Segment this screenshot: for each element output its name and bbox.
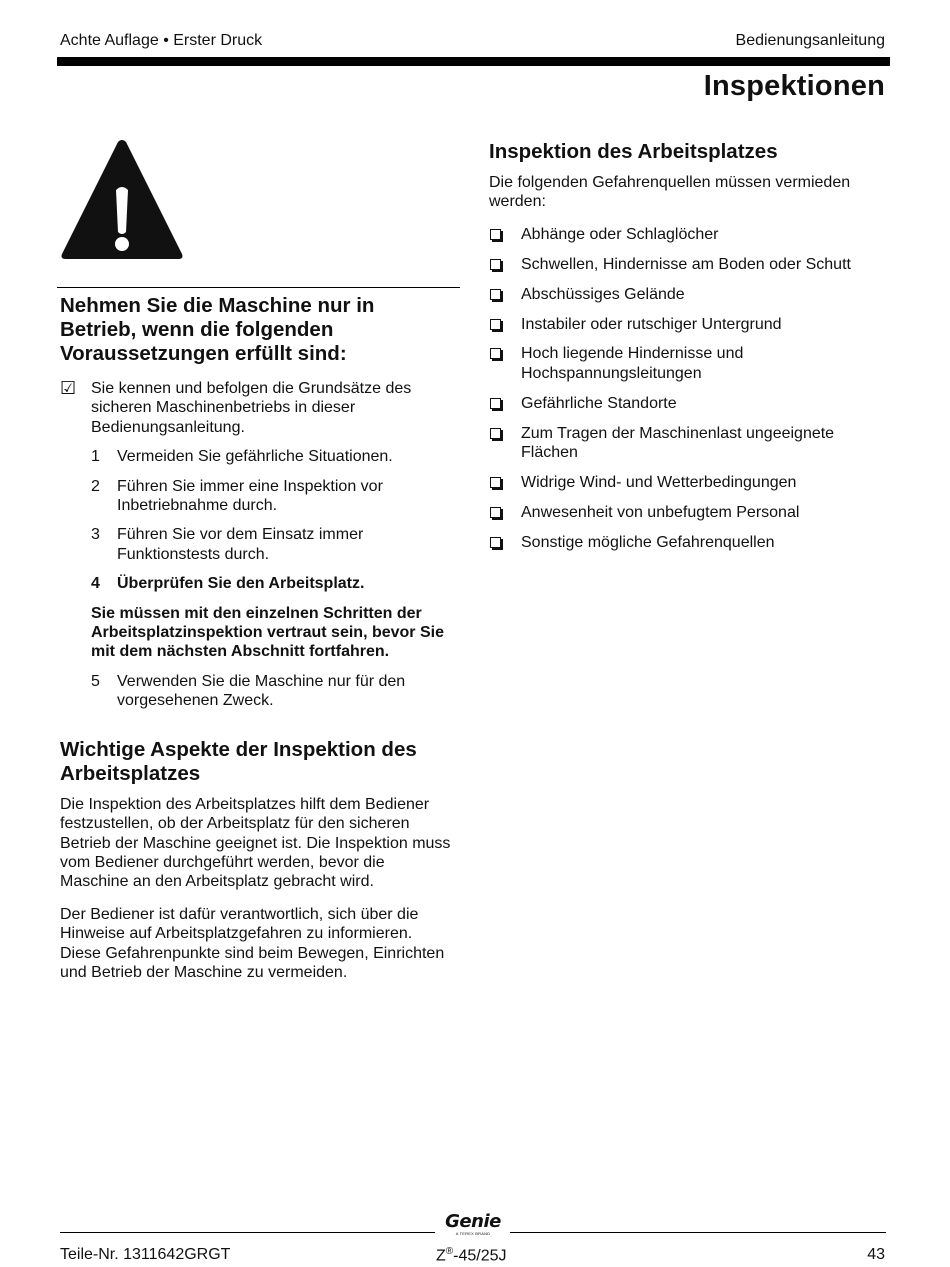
step-item: [91, 672, 455, 711]
warning-triangle-icon: [60, 138, 184, 262]
footer-model: [436, 1246, 507, 1265]
workplace-inspection-heading: Inspektion des Arbeitsplatzes: [489, 140, 778, 163]
step-item: [91, 525, 455, 564]
hazard-text: Abhänge oder Schlaglöcher: [521, 225, 719, 243]
header-doc-type: Bedienungsanleitung: [735, 32, 885, 49]
hazard-text: Hoch liegende Hindernisse und Hochspannungsleitungen: [521, 345, 744, 382]
registered-mark: ®: [445, 1246, 454, 1257]
hazard-text: Sonstige mögliche Gefahrenquellen: [521, 533, 775, 551]
step-text: Führen Sie vor dem Einsatz immer Funktionstests durch.: [117, 526, 364, 563]
step-number: 3: [91, 526, 100, 544]
step-number: 1: [91, 448, 100, 466]
header-edition: Achte Auflage • Erster Druck: [60, 32, 263, 49]
model-suffix: -45/25J: [453, 1247, 507, 1265]
logo-wordmark: Genie: [445, 1211, 501, 1232]
hazard-item: [489, 533, 889, 552]
checkbox-icon: [489, 533, 521, 552]
step-text: Überprüfen Sie den Arbeitsplatz.: [117, 575, 365, 593]
step-text: Vermeiden Sie gefährliche Situationen.: [117, 448, 393, 466]
section-title: Inspektionen: [703, 70, 885, 102]
left-column: [60, 292, 455, 982]
step-number: 2: [91, 477, 100, 495]
hazard-item: [489, 315, 889, 334]
step-number: 5: [91, 672, 100, 690]
footer-rule-left: [60, 1232, 435, 1233]
step-item: [91, 477, 455, 516]
checkbox-checked-icon: ☑: [60, 378, 77, 398]
hazard-text: Abschüssiges Gelände: [521, 285, 685, 303]
step-text: Verwenden Sie die Maschine nur für den vorgesehenen Zweck.: [117, 672, 406, 710]
step-number: 4: [91, 575, 100, 593]
checkbox-icon: [489, 473, 521, 492]
checked-item-text: Sie kennen und befolgen die Grundsätze des sicheren Maschinenbetriebs in dieser Bedienungsanleitung.: [91, 380, 412, 436]
right-column: [489, 138, 889, 552]
hazard-item: [489, 225, 889, 244]
hazard-text: Schwellen, Hindernisse am Boden oder Schutt: [521, 255, 851, 273]
step-item-current: [91, 574, 455, 593]
hazard-text: Gefährliche Standorte: [521, 394, 677, 412]
paragraph: Die Inspektion des Arbeitsplatzes hilft dem Bediener festzustellen, ob der Arbeitsplatz für den sicheren Betrieb der Maschine geeignet ist. Die Inspektion muss vom Bediener durchgeführt werden, bevor die Maschine an den Arbeitsplatz gebracht wird.: [60, 795, 451, 891]
footer-page-number: 43: [867, 1246, 885, 1263]
logo-tagline: A TEREX BRAND: [455, 1231, 491, 1236]
hazard-item: [489, 473, 889, 492]
paragraph: Der Bediener ist dafür verantwortlich, sich über die Hinweise auf Arbeitsplatzgefahren zu informieren. Diese Gefahrenpunkte sind beim Bewegen, Einrichten und Betrieb der Maschine zu vermeiden.: [60, 905, 445, 981]
footer-part-number: Teile-Nr. 1311642GRGT: [60, 1246, 231, 1263]
left-divider: [57, 287, 460, 288]
header-rule: [57, 57, 890, 66]
hazard-item: [489, 344, 889, 383]
checkbox-icon: [489, 315, 521, 334]
hazards-intro: Die folgenden Gefahrenquellen müssen vermieden werden:: [489, 174, 851, 211]
model-prefix: Z: [436, 1247, 446, 1265]
footer-rule-right: [510, 1232, 886, 1233]
hazard-text: Instabiler oder rutschiger Untergrund: [521, 315, 782, 333]
prerequisites-heading: Nehmen Sie die Maschine nur in Betrieb, wenn die folgenden Voraussetzungen erfüllt sind:: [60, 294, 375, 365]
steps-list: [60, 447, 455, 593]
hazard-item: [489, 503, 889, 522]
checkbox-icon: [489, 285, 521, 304]
checkbox-icon: [489, 344, 521, 383]
genie-logo: [440, 1213, 506, 1236]
checked-item: [60, 379, 455, 437]
steps-list-continued: [60, 672, 455, 711]
hazard-text: Anwesenheit von unbefugtem Personal: [521, 503, 800, 521]
step-item: [91, 447, 455, 466]
hazard-text: Zum Tragen der Maschinenlast ungeeignete Flächen: [521, 424, 835, 462]
checkbox-icon: [489, 225, 521, 244]
checkbox-icon: [489, 255, 521, 274]
hazard-list: [489, 225, 889, 552]
checkbox-icon: [489, 503, 521, 522]
hazard-text: Widrige Wind- und Wetterbedingungen: [521, 473, 797, 491]
hazard-item: [489, 394, 889, 413]
checkbox-icon: [489, 424, 521, 463]
hazard-item: [489, 424, 889, 463]
step-text: Führen Sie immer eine Inspektion vor Inbetriebnahme durch.: [117, 477, 383, 515]
hazard-item: [489, 255, 889, 274]
checkbox-icon: [489, 394, 521, 413]
step-note: Sie müssen mit den einzelnen Schritten der Arbeitsplatzinspektion vertraut sein, bevor Sie mit dem nächsten Abschnitt fortfahren.: [91, 604, 444, 661]
hazard-item: [489, 285, 889, 304]
inspection-aspects-heading: Wichtige Aspekte der Inspektion des Arbeitsplatzes: [60, 737, 417, 785]
